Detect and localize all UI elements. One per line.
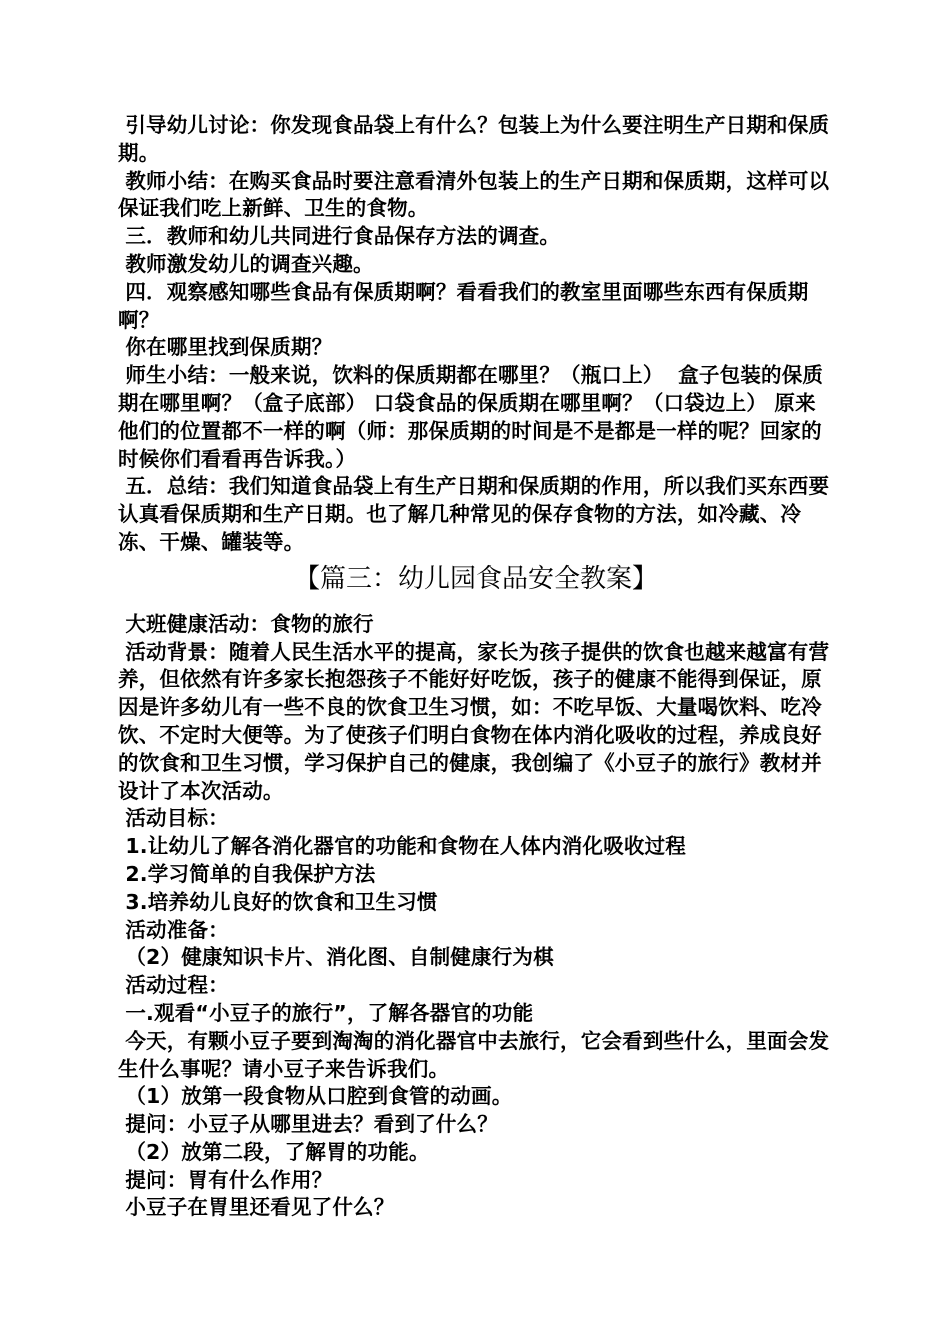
paragraph: 教师激发幼儿的调查兴趣。	[118, 251, 374, 276]
paragraph: 小豆子在胃里还看见了什么？	[118, 1195, 395, 1220]
paragraph: 2.学习简单的自我保护方法	[118, 861, 376, 886]
document-body	[118, 112, 834, 1222]
paragraph: 今天，有颗小豆子要到淘淘的消化器官中去旅行，它会看到些什么，里面会发生什么事呢？请小豆子来告诉我们。	[118, 1028, 830, 1081]
paragraph: （2）健康知识卡片、消化图、自制健康行为棋	[118, 945, 554, 970]
paragraph: 活动准备：	[118, 917, 229, 942]
paragraph: 活动目标：	[118, 806, 229, 831]
paragraph: 你在哪里找到保质期？	[118, 335, 333, 360]
paragraph: 活动背景：随着人民生活水平的提高，家长为孩子提供的饮食也越来越富有营养，但依然有许多家长抱怨孩子不能好好吃饭，孩子的健康不能得到保证，原因是许多幼儿有一些不良的饮食卫生习惯，如：不吃早饭、大量喝饮料、吃冷饮、不定时大便等。为了使孩子们明白食物在体内消化吸收的过程，养成良好的饮食和卫生习惯，学习保护自己的健康，我创编了《小豆子的旅行》教材并设计了本次活动。	[118, 639, 830, 803]
paragraph: 活动过程：	[118, 973, 229, 998]
section-heading: 【篇三：幼儿园食品安全教案】	[293, 563, 658, 594]
paragraph: 四．观察感知哪些食品有保质期啊？看看我们的教室里面哪些东西有保质期啊？	[118, 279, 809, 332]
paragraph: 一.观看“小豆子的旅行”，了解各器官的功能	[118, 1000, 534, 1025]
paragraph: （1）放第一段食物从口腔到食管的动画。	[118, 1084, 513, 1109]
paragraph: 师生小结：一般来说，饮料的保质期都在哪里？（瓶口上） 盒子包装的保质期在哪里啊？（盒子底部） 口袋食品的保质期在哪里啊？（口袋边上） 原来他们的位置都不一样的啊（师：那保质期的时间是不是都是一样的呢？回家的时候你们看看再告诉我。）	[118, 363, 824, 471]
paragraph: 提问：胃有什么作用？	[118, 1167, 333, 1192]
paragraph: 五．总结：我们知道食品袋上有生产日期和保质期的作用，所以我们买东西要认真看保质期和生产日期。也了解几种常见的保存食物的方法，如冷藏、冷冻、干燥、罐装等。	[118, 474, 830, 554]
paragraph: （2）放第二段，了解胃的功能。	[118, 1139, 430, 1164]
paragraph: 教师小结：在购买食品时要注意看清外包装上的生产日期和保质期，这样可以保证我们吃上新鲜、卫生的食物。	[118, 168, 830, 221]
paragraph: 三．教师和幼儿共同进行食品保存方法的调查。	[118, 224, 561, 249]
paragraph: 引导幼儿讨论：你发现食品袋上有什么？包装上为什么要注明生产日期和保质期。	[118, 113, 830, 165]
paragraph: 1.让幼儿了解各消化器官的功能和食物在人体内消化吸收过程	[118, 834, 686, 859]
paragraph: 3.培养幼儿良好的饮食和卫生习惯	[118, 889, 438, 914]
paragraph: 提问：小豆子从哪里进去？看到了什么？	[118, 1112, 498, 1137]
paragraph: 大班健康活动：食物的旅行	[118, 611, 374, 636]
